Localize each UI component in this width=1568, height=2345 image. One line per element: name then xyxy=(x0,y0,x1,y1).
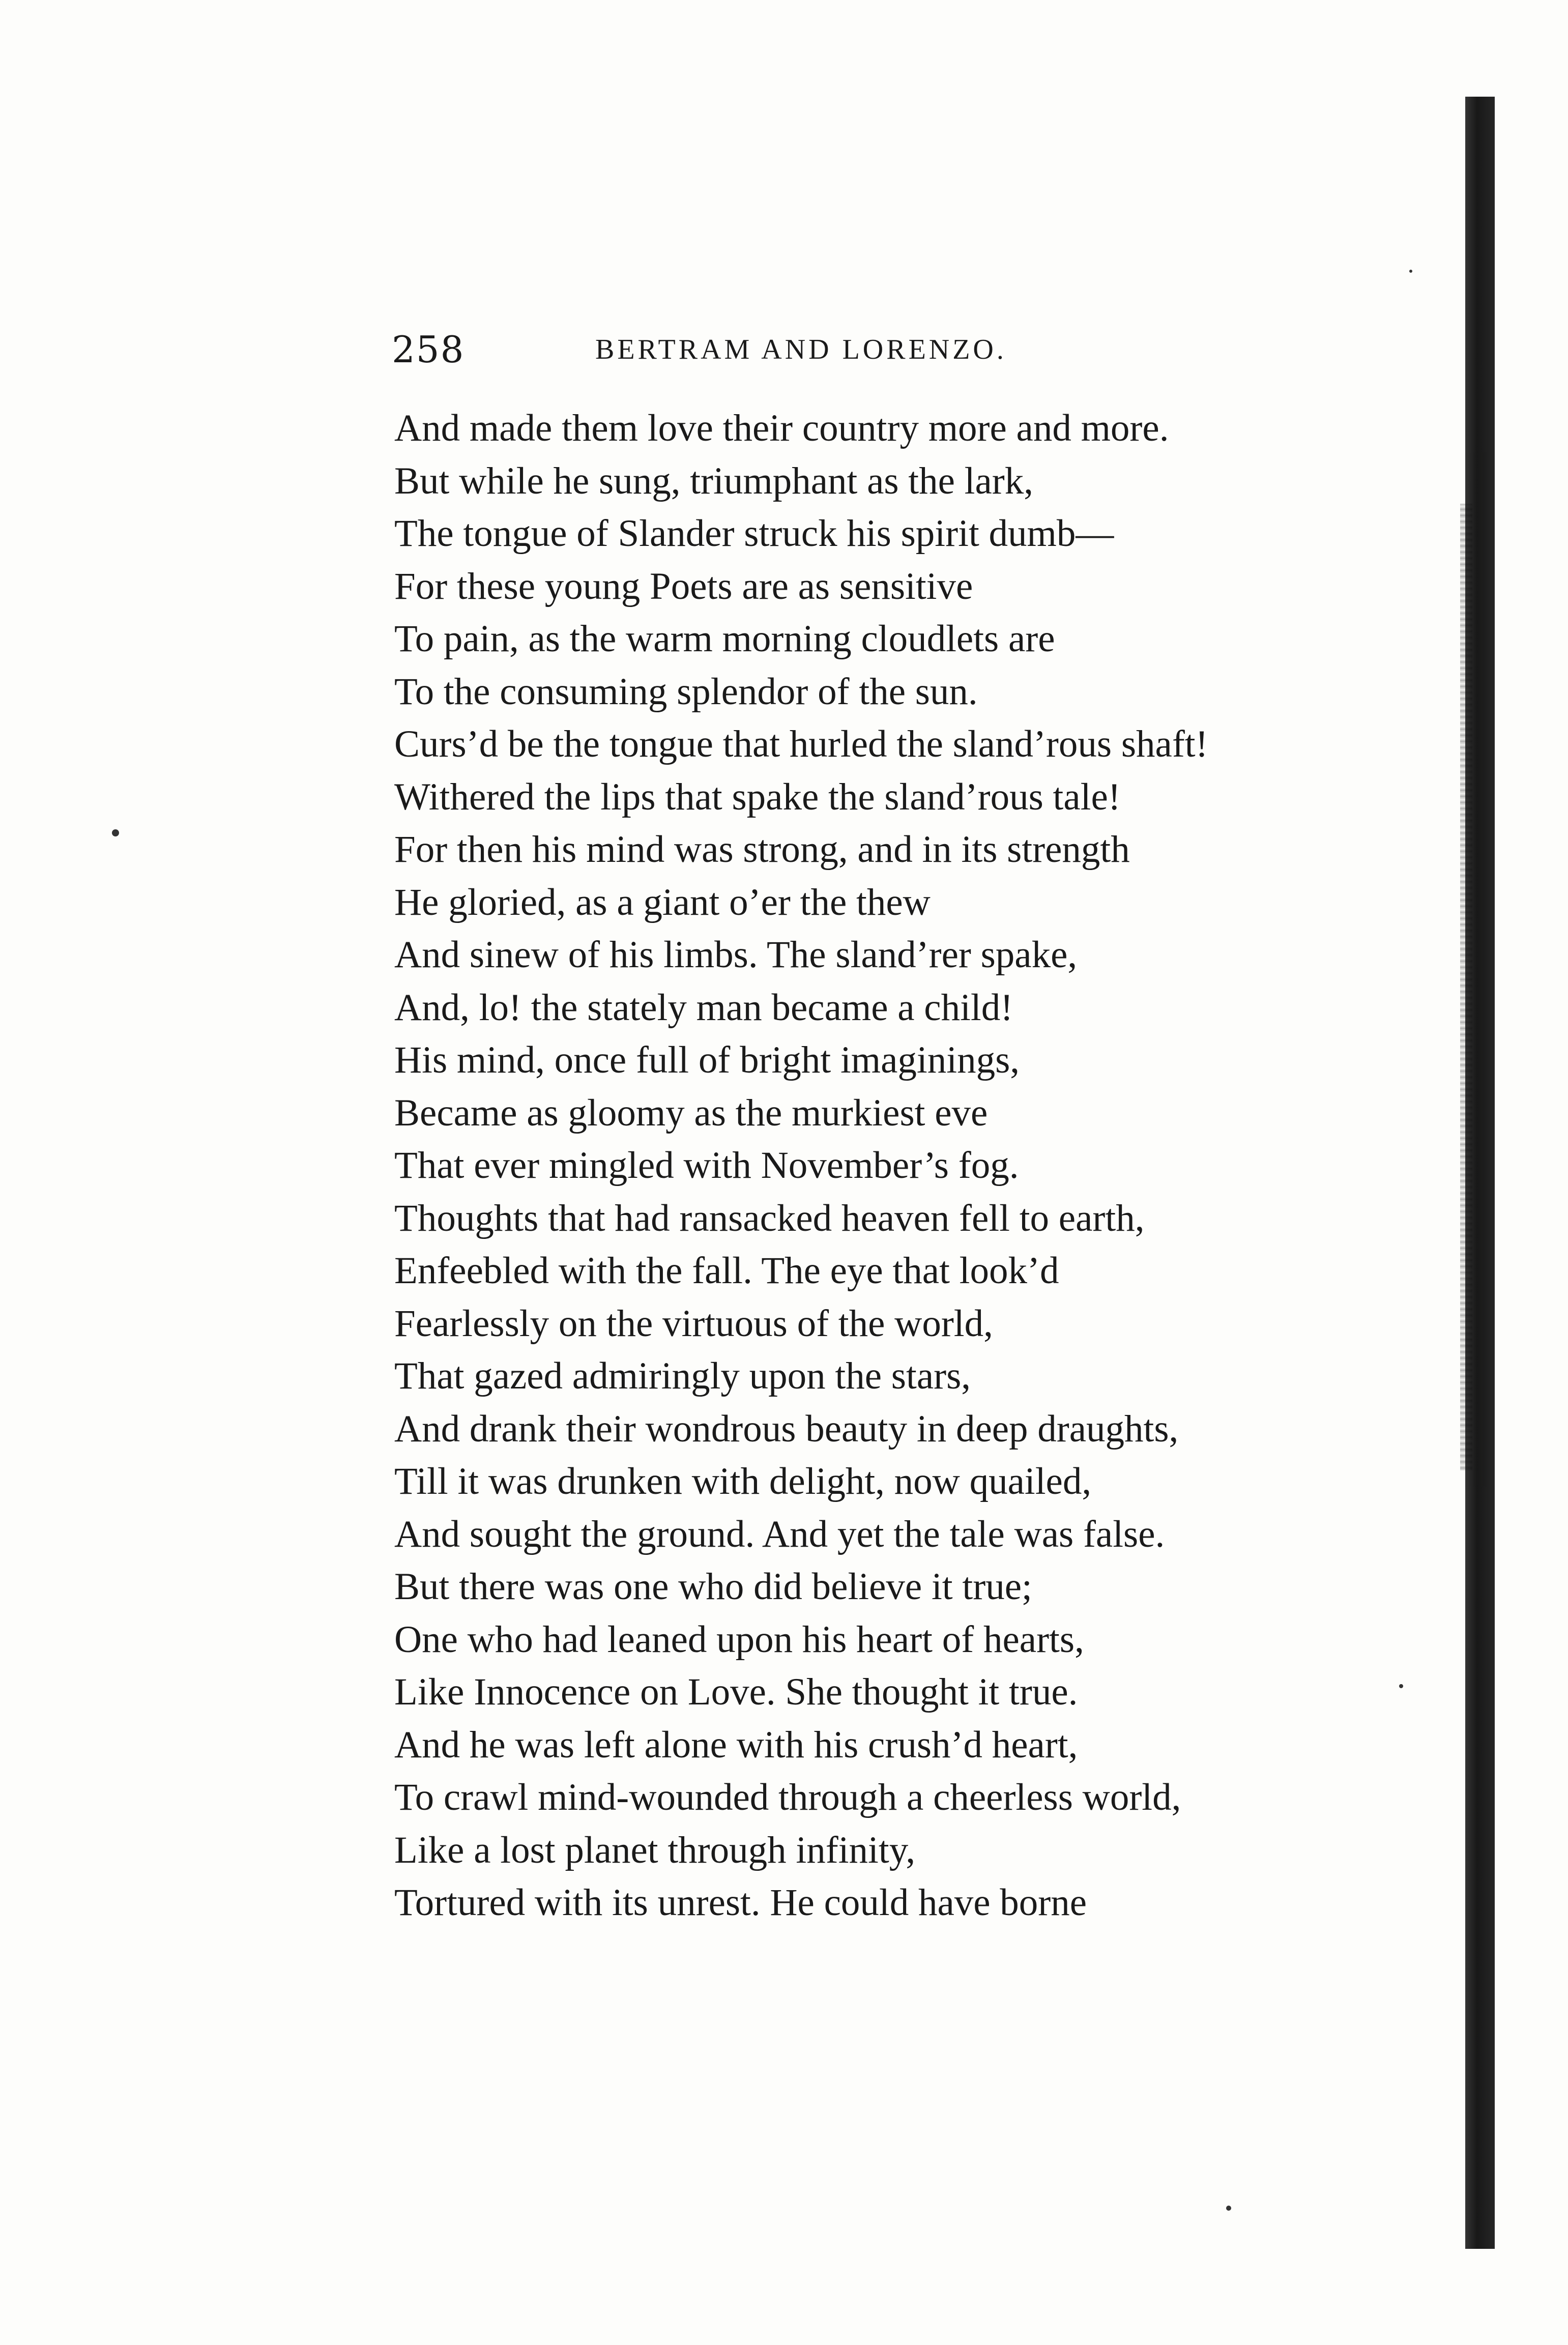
poem-line: To crawl mind-wounded through a cheerless world, xyxy=(394,1776,1181,1818)
poem-line: And made them love their country more and more. xyxy=(394,407,1169,449)
poem-line: For then his mind was strong, and in its strength xyxy=(394,828,1130,871)
poem-line: Like Innocence on Love. She thought it true. xyxy=(394,1671,1078,1713)
poem-line: His mind, once full of bright imaginings, xyxy=(394,1039,1020,1081)
poem-line: But there was one who did believe it true; xyxy=(394,1566,1032,1608)
poem-line: To pain, as the warm morning cloudlets are xyxy=(394,618,1055,660)
page-number: 258 xyxy=(392,328,465,371)
running-head xyxy=(392,328,1155,379)
poem-line: The tongue of Slander struck his spirit dumb— xyxy=(394,512,1114,555)
poem-line: Thoughts that had ransacked heaven fell to earth, xyxy=(394,1197,1145,1239)
poem-line: That ever mingled with November’s fog. xyxy=(394,1144,1019,1186)
poem-line: He gloried, as a giant o’er the thew xyxy=(394,881,931,923)
poem-line: And drank their wondrous beauty in deep draughts, xyxy=(394,1407,1179,1450)
poem-line: Like a lost planet through infinity, xyxy=(394,1829,916,1871)
poem-line: Enfeebled with the fall. The eye that look’d xyxy=(394,1250,1059,1292)
poem-line: And sinew of his limbs. The sland’rer spake, xyxy=(394,934,1078,976)
poem-line: Till it was drunken with delight, now quailed, xyxy=(394,1460,1092,1502)
poem-line: Curs’d be the tongue that hurled the sland’rous shaft! xyxy=(394,723,1208,765)
print-speck xyxy=(1226,2206,1231,2211)
print-speck xyxy=(112,829,119,836)
poem-line: But while he sung, triumphant as the lark, xyxy=(394,459,1034,502)
poem-line: That gazed admiringly upon the stars, xyxy=(394,1355,971,1397)
poem-line: And he was left alone with his crush’d heart, xyxy=(394,1723,1078,1766)
poem-line: Fearlessly on the virtuous of the world, xyxy=(394,1302,993,1345)
binding-shadow xyxy=(1465,97,1495,2249)
poem-line: To the consuming splendor of the sun. xyxy=(394,670,978,713)
poem-line: And, lo! the stately man became a child! xyxy=(394,986,1013,1029)
poem-line: Withered the lips that spake the sland’rous tale! xyxy=(394,775,1121,818)
poem-line: And sought the ground. And yet the tale was false. xyxy=(394,1513,1165,1555)
running-title: BERTRAM AND LORENZO. xyxy=(595,334,1007,365)
poem-line: One who had leaned upon his heart of hearts, xyxy=(394,1618,1084,1661)
poem-text xyxy=(394,402,1391,1929)
poem-line: For these young Poets are as sensitive xyxy=(394,565,973,607)
poem-line: Became as gloomy as the murkiest eve xyxy=(394,1091,988,1134)
poem-line: Tortured with its unrest. He could have borne xyxy=(394,1881,1087,1924)
print-speck xyxy=(1409,270,1412,273)
print-speck xyxy=(1399,1684,1403,1688)
